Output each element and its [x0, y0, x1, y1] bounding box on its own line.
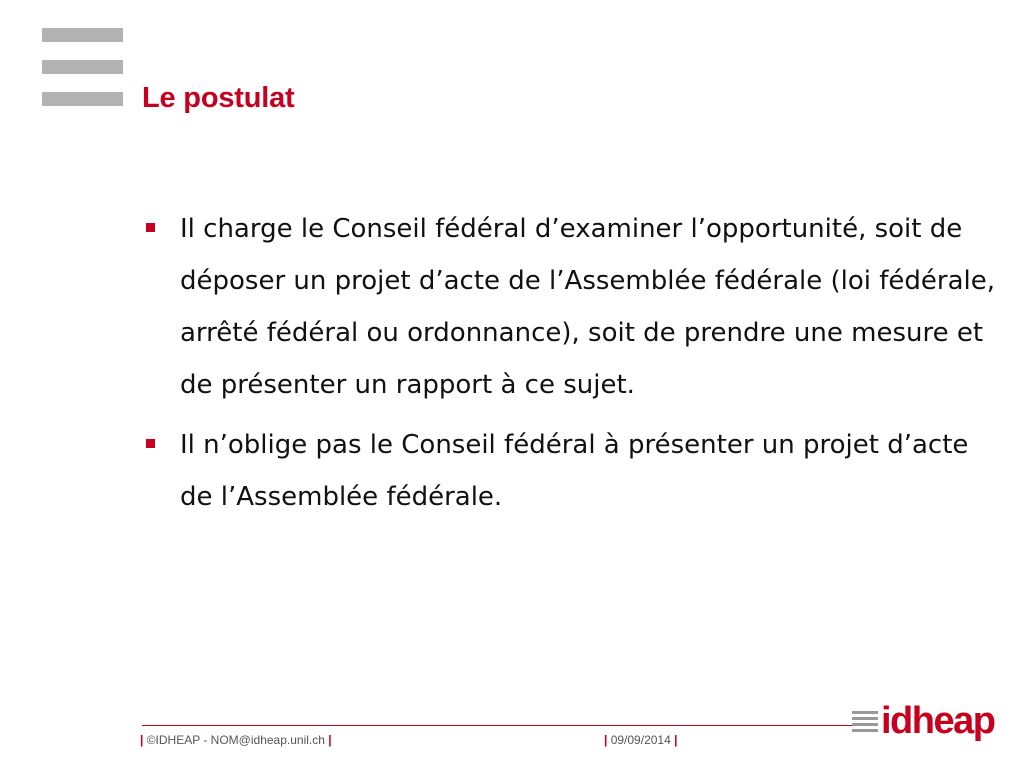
logo-text: idheap — [881, 700, 995, 742]
footer-date — [604, 733, 677, 747]
footer-separator: | — [140, 733, 144, 747]
footer-separator: | — [604, 733, 608, 747]
slide-title: Le postulat — [142, 82, 295, 114]
bullet-item — [146, 419, 1006, 523]
menu-bars-icon — [42, 28, 123, 106]
bullet-text: Il n’oblige pas le Conseil fédéral à présenter un projet d’acte de l’Assemblée fédérale. — [180, 430, 969, 512]
footer-date-text: 09/09/2014 — [610, 733, 671, 747]
bullet-item — [146, 203, 1006, 411]
square-bullet-icon — [146, 439, 155, 448]
decor-bar — [42, 92, 123, 106]
footer-separator: | — [674, 733, 678, 747]
footer-separator: | — [328, 733, 332, 747]
bullet-list — [146, 203, 1006, 531]
bullet-text: Il charge le Conseil fédéral d’examiner l’opportunité, soit de déposer un projet d’acte de l’Assemblée fédérale (loi fédérale, arrêté fédéral ou ordonnance), soit de prendre une mesure et de présenter un rapport à ce sujet. — [180, 214, 996, 400]
decor-bar — [42, 60, 123, 74]
logo-lines-icon — [852, 711, 878, 732]
decor-bar — [42, 28, 123, 42]
footer-copyright — [140, 733, 332, 747]
footer-copyright-text: ©IDHEAP - NOM@idheap.unil.ch — [146, 733, 325, 747]
square-bullet-icon — [146, 223, 155, 232]
idheap-logo — [852, 700, 998, 742]
